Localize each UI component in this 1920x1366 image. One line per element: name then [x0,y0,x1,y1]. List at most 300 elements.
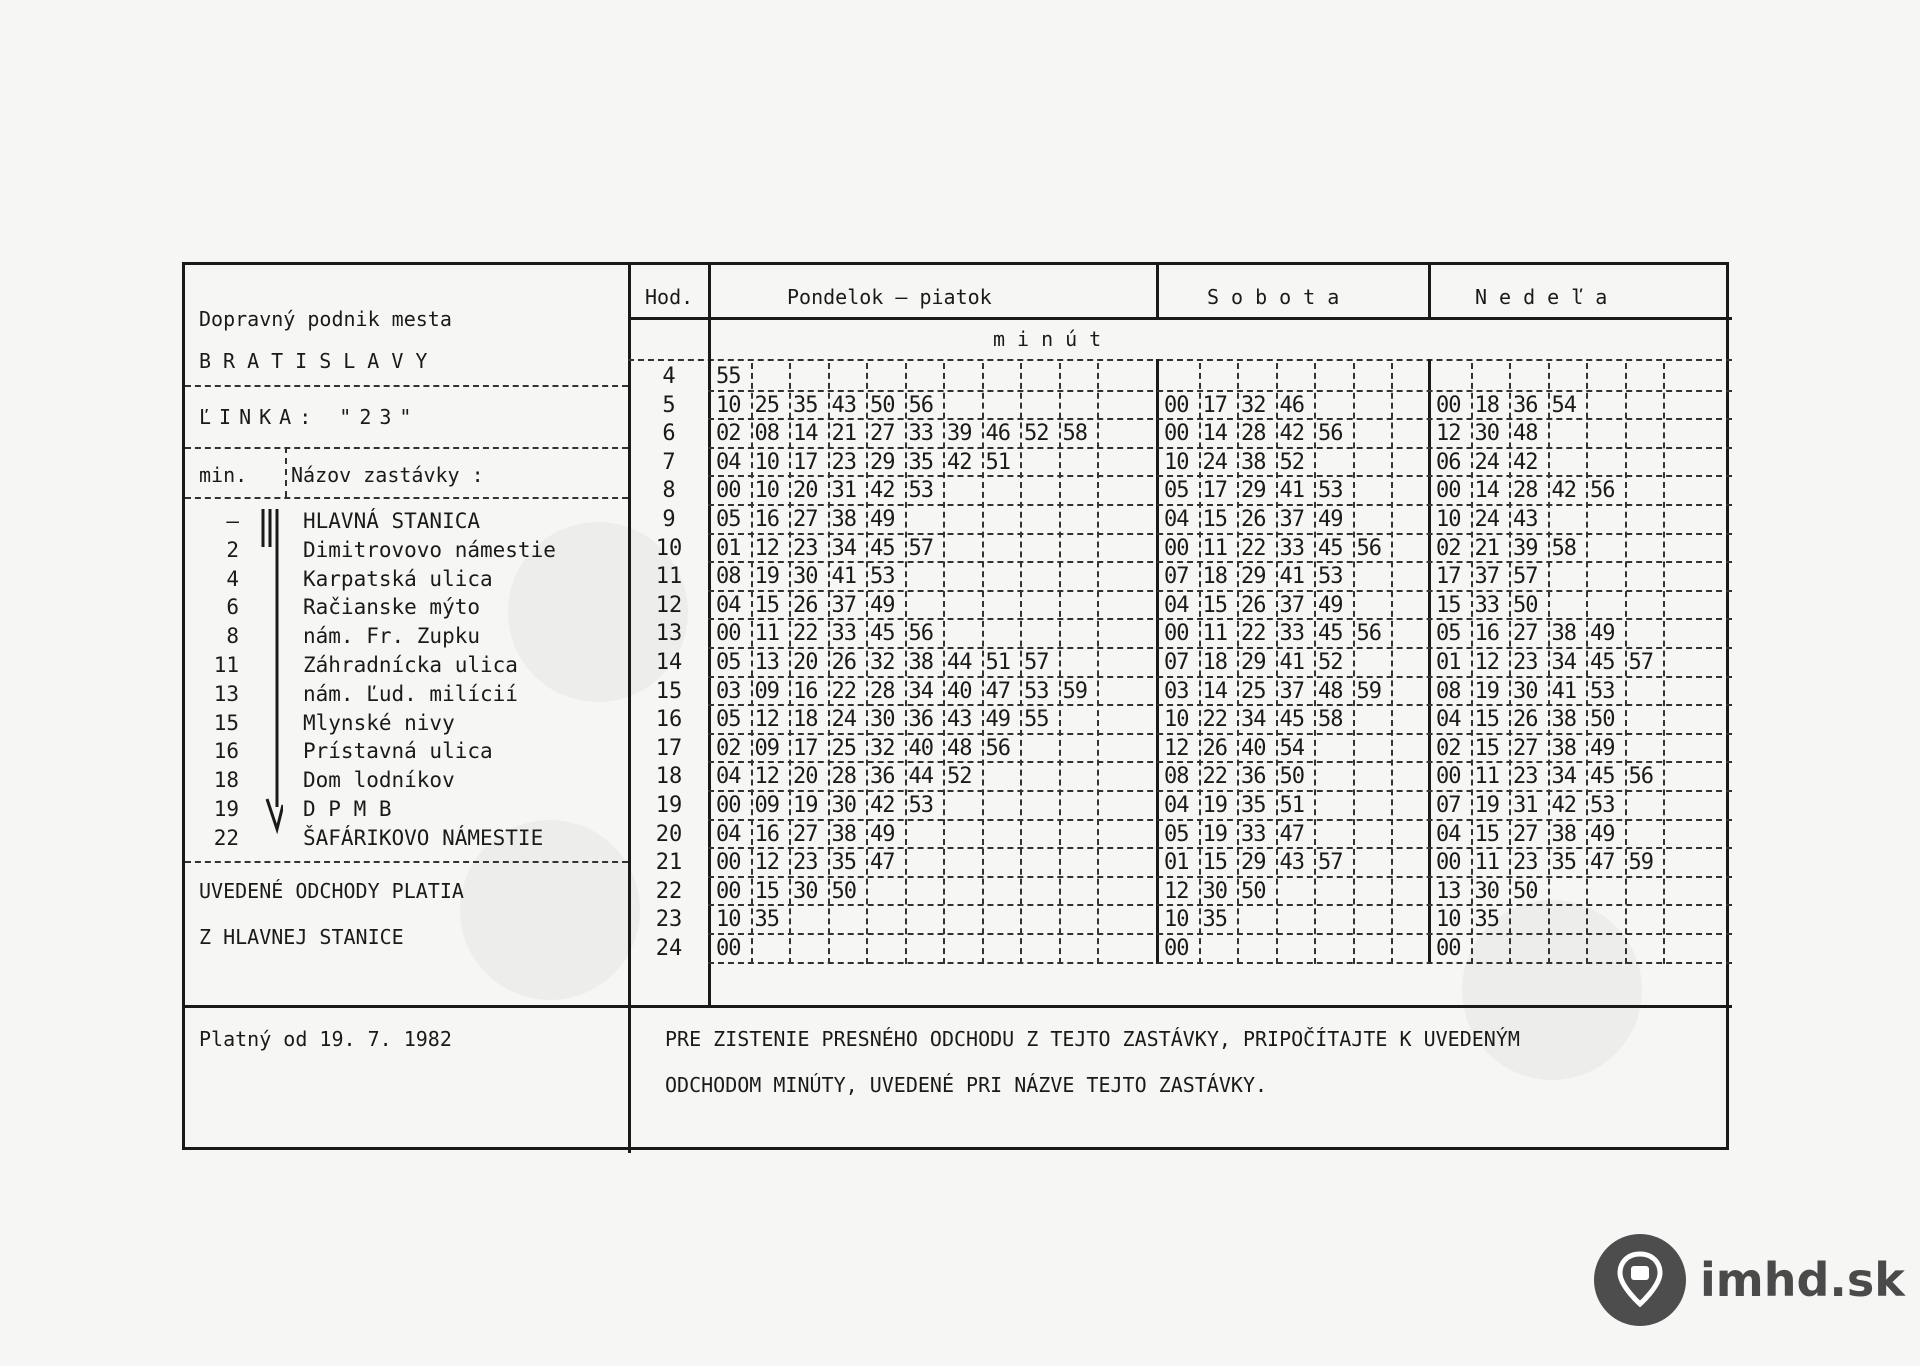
weekday-departure-minute: 35 [908,449,933,475]
weekday-departure-minute: 38 [831,821,856,847]
weekday-departure-minute: 53 [870,564,895,590]
stop-name: Mlynské nivy [303,710,455,735]
saturday-departure-minute: 14 [1202,678,1227,704]
sunday-departure-minute: 38 [1551,821,1576,847]
weekday-departure-minute: 15 [754,878,779,904]
weekday-departure-minute: 27 [870,421,895,447]
saturday-departure-minute: 15 [1202,850,1227,876]
saturday-departure-minute: 29 [1241,564,1266,590]
weekday-departure-minute: 47 [870,850,895,876]
weekday-departure-minute: 53 [908,793,933,818]
sunday-departure-minute: 11 [1474,850,1499,876]
sunday-departure-minute: 10 [1436,907,1461,933]
weekday-departure-minute: 00 [716,936,741,961]
stop-minutes: 22 [213,825,239,850]
stop-minutes: 2 [226,537,239,562]
weekday-departure-minute: 26 [831,650,856,675]
saturday-departure-minute: 54 [1279,735,1304,761]
stop-minutes: 15 [213,710,239,735]
weekday-departure-minute: 44 [947,650,972,675]
saturday-departure-minute: 35 [1202,907,1227,933]
saturday-departure-minute: 37 [1279,507,1304,532]
weekday-departure-minute: 20 [793,650,818,675]
saturday-departure-minute: 56 [1318,421,1343,447]
weekday-departure-minute: 19 [754,564,779,590]
saturday-departure-minute: 03 [1164,678,1189,704]
stop-name: nám. Fr. Zupku [303,624,481,649]
saturday-departure-minute: 53 [1318,564,1343,590]
sunday-departure-minute: 58 [1551,535,1576,561]
weekday-departure-minute: 48 [947,735,972,761]
stop-minutes: 18 [213,768,239,793]
company-name: Dopravný podnik mesta [199,307,452,331]
weekday-departure-minute: 28 [870,678,895,704]
weekday-departure-minute: 55 [716,364,741,389]
weekday-departure-minute: 05 [716,650,741,675]
hour-cell: 5 [662,392,676,418]
timetable-card [182,262,1729,1150]
weekday-departure-minute: 00 [716,478,741,504]
saturday-departure-minute: 38 [1241,449,1266,475]
hour-cell: 17 [655,735,683,761]
sunday-departure-minute: 23 [1513,850,1538,876]
weekday-departure-minute: 04 [716,764,741,790]
saturday-departure-minute: 41 [1279,478,1304,504]
saturday-departure-minute: 46 [1279,392,1304,418]
sunday-departure-minute: 00 [1436,478,1461,504]
logo-text: imhd.sk [1700,1253,1905,1307]
saturday-departure-minute: 18 [1202,564,1227,590]
weekday-departure-minute: 36 [908,707,933,733]
weekday-departure-minute: 25 [754,392,779,418]
sunday-departure-minute: 12 [1474,650,1499,675]
weekday-departure-minute: 26 [793,592,818,618]
saturday-departure-minute: 52 [1279,449,1304,475]
sunday-departure-minute: 05 [1436,621,1461,647]
saturday-departure-minute: 05 [1164,478,1189,504]
sunday-departure-minute: 08 [1436,678,1461,704]
sunday-departure-minute: 12 [1436,421,1461,447]
saturday-departure-minute: 18 [1202,650,1227,675]
weekday-departure-minute: 39 [947,421,972,447]
stop-name: Dom lodníkov [303,768,455,793]
hour-cell: 18 [655,764,683,790]
weekday-departure-minute: 12 [754,707,779,733]
sunday-departure-minute: 16 [1474,621,1499,647]
saturday-departure-minute: 37 [1279,592,1304,618]
weekday-departure-minute: 27 [793,821,818,847]
stop-minutes: 8 [226,624,239,649]
hour-cell: 7 [662,449,676,475]
weekday-departure-minute: 40 [947,678,972,704]
saturday-departure-minute: 17 [1202,392,1227,418]
sunday-departure-minute: 38 [1551,621,1576,647]
hour-cell: 21 [655,850,683,876]
saturday-departure-minute: 56 [1356,621,1381,647]
saturday-departure-minute: 51 [1279,793,1304,818]
sunday-departure-minute: 48 [1513,421,1538,447]
weekday-departure-minute: 16 [754,507,779,532]
weekday-departure-minute: 57 [908,535,933,561]
saturday-departure-minute: 00 [1164,421,1189,447]
weekday-departure-minute: 49 [870,821,895,847]
sunday-departure-minute: 15 [1436,592,1461,618]
saturday-departure-minute: 45 [1318,535,1343,561]
weekday-departure-minute: 52 [947,764,972,790]
saturday-departure-minute: 29 [1241,850,1266,876]
weekday-departure-minute: 56 [908,392,933,418]
weekday-departure-minute: 04 [716,592,741,618]
saturday-departure-minute: 33 [1279,621,1304,647]
weekday-departure-minute: 18 [793,707,818,733]
weekday-departure-minute: 12 [754,535,779,561]
weekday-departure-minute: 55 [1024,707,1049,733]
stop-minutes: 13 [213,681,239,706]
sunday-departure-minute: 11 [1474,764,1499,790]
saturday-departure-minute: 19 [1202,793,1227,818]
sunday-departure-minute: 02 [1436,735,1461,761]
map-pin-bus-icon [1594,1234,1686,1326]
weekday-departure-minute: 36 [870,764,895,790]
weekday-departure-minute: 10 [716,392,741,418]
stop-minutes: 11 [213,653,239,677]
saturday-departure-minute: 59 [1356,678,1381,704]
weekday-departure-minute: 50 [870,392,895,418]
saturday-departure-minute: 28 [1241,421,1266,447]
weekday-departure-minute: 53 [1024,678,1049,704]
weekday-departure-minute: 04 [716,821,741,847]
saturday-departure-minute: 50 [1241,878,1266,904]
weekday-departure-minute: 16 [754,821,779,847]
stop-minutes: 6 [226,595,239,620]
sunday-departure-minute: 50 [1513,878,1538,904]
saturday-departure-minute: 00 [1164,535,1189,561]
saturday-departure-minute: 29 [1241,478,1266,504]
sunday-departure-minute: 04 [1436,707,1461,733]
weekday-departure-minute: 24 [831,707,856,733]
saturday-departure-minute: 33 [1241,821,1266,847]
hour-cell: 16 [655,707,683,733]
weekday-departure-minute: 22 [831,678,856,704]
weekday-departure-minute: 35 [793,392,818,418]
saturday-departure-minute: 10 [1164,707,1189,733]
saturday-departure-minute: 07 [1164,650,1189,675]
stop-name: D P M B [303,797,392,821]
saturday-header: Sobota [1207,285,1352,309]
saturday-departure-minute: 52 [1318,650,1343,675]
sunday-departure-minute: 49 [1590,621,1615,647]
hour-cell: 8 [662,478,676,504]
hour-cell: 10 [655,535,683,561]
divider [1156,359,1159,964]
weekday-departure-minute: 33 [831,621,856,647]
weekday-departure-minute: 10 [716,907,741,933]
saturday-departure-minute: 48 [1318,678,1343,704]
sunday-departure-minute: 43 [1513,507,1538,532]
weekday-departure-minute: 10 [754,449,779,475]
saturday-departure-minute: 41 [1279,564,1304,590]
sunday-departure-minute: 19 [1474,793,1499,818]
grid-line [1097,363,1099,964]
weekday-header: Pondelok – piatok [787,285,992,309]
weekday-departure-minute: 30 [831,793,856,818]
weekday-departure-minute: 35 [831,850,856,876]
departure-grid [185,265,1732,1153]
weekday-departure-minute: 44 [908,764,933,790]
stop-name: HLAVNÁ STANICA [303,509,481,533]
sunday-departure-minute: 31 [1513,793,1538,818]
sunday-departure-minute: 00 [1436,850,1461,876]
hour-cell: 12 [655,592,683,618]
sunday-departure-minute: 00 [1436,392,1461,418]
sunday-departure-minute: 35 [1551,850,1576,876]
saturday-departure-minute: 04 [1164,507,1189,532]
weekday-departure-minute: 10 [754,478,779,504]
sunday-departure-minute: 38 [1551,735,1576,761]
weekday-departure-minute: 23 [831,449,856,475]
stop-name: nám. Ľud. milícií [303,681,518,706]
saturday-departure-minute: 17 [1202,478,1227,504]
sunday-departure-minute: 30 [1474,878,1499,904]
grid-line [1391,363,1393,964]
sunday-departure-minute: 45 [1590,650,1615,675]
hour-cell: 23 [655,907,683,933]
sunday-departure-minute: 23 [1513,764,1538,790]
sunday-departure-minute: 54 [1551,392,1576,418]
weekday-departure-minute: 46 [985,421,1010,447]
saturday-departure-minute: 05 [1164,821,1189,847]
hour-cell: 24 [655,936,683,961]
saturday-departure-minute: 45 [1318,621,1343,647]
saturday-departure-minute: 26 [1202,735,1227,761]
sunday-departure-minute: 36 [1513,392,1538,418]
hour-cell: 4 [662,364,676,389]
weekday-departure-minute: 08 [716,564,741,590]
saturday-departure-minute: 22 [1241,621,1266,647]
saturday-departure-minute: 19 [1202,821,1227,847]
saturday-departure-minute: 12 [1164,735,1189,761]
saturday-departure-minute: 04 [1164,592,1189,618]
weekday-departure-minute: 03 [716,678,741,704]
sunday-departure-minute: 00 [1436,764,1461,790]
weekday-departure-minute: 43 [831,392,856,418]
instruction-line-1: PRE ZISTENIE PRESNÉHO ODCHODU Z TEJTO ZASTÁVKY, PRIPOČÍTAJTE K UVEDENÝM [665,1027,1520,1051]
weekday-departure-minute: 23 [793,850,818,876]
weekday-departure-minute: 40 [908,735,933,761]
saturday-departure-minute: 47 [1279,821,1304,847]
departure-note-line-1: UVEDENÉ ODCHODY PLATIA [199,879,464,903]
weekday-departure-minute: 30 [793,878,818,904]
sunday-departure-minute: 41 [1551,678,1576,704]
saturday-departure-minute: 36 [1241,764,1266,790]
sunday-departure-minute: 59 [1628,850,1653,876]
minutes-header: minút [993,327,1114,351]
hour-cell: 20 [655,821,683,847]
stop-minutes: 16 [213,739,239,764]
saturday-departure-minute: 22 [1202,707,1227,733]
sunday-departure-minute: 24 [1474,449,1499,475]
sunday-departure-minute: 27 [1513,735,1538,761]
sunday-departure-minute: 33 [1474,592,1499,618]
weekday-departure-minute: 35 [754,907,779,933]
sunday-departure-minute: 34 [1551,764,1576,790]
weekday-departure-minute: 58 [1062,421,1087,447]
weekday-departure-minute: 42 [870,478,895,504]
weekday-departure-minute: 33 [908,421,933,447]
sunday-departure-minute: 00 [1436,936,1461,961]
weekday-departure-minute: 28 [831,764,856,790]
weekday-departure-minute: 30 [793,564,818,590]
weekday-departure-minute: 08 [754,421,779,447]
valid-from: Platný od 19. 7. 1982 [199,1027,452,1051]
weekday-departure-minute: 09 [754,735,779,761]
saturday-departure-minute: 08 [1164,764,1189,790]
sunday-departure-minute: 56 [1628,764,1653,790]
sunday-departure-minute: 57 [1513,564,1538,590]
sunday-departure-minute: 49 [1590,821,1615,847]
stop-name: Záhradnícka ulica [303,653,518,677]
sunday-departure-minute: 42 [1551,793,1576,818]
sunday-departure-minute: 06 [1436,449,1461,475]
weekday-departure-minute: 32 [870,650,895,675]
sunday-departure-minute: 15 [1474,735,1499,761]
weekday-departure-minute: 25 [831,735,856,761]
sunday-departure-minute: 07 [1436,793,1461,818]
departure-note-line-2: Z HLAVNEJ STANICE [199,925,404,949]
saturday-departure-minute: 25 [1241,678,1266,704]
weekday-departure-minute: 45 [870,621,895,647]
weekday-departure-minute: 29 [870,449,895,475]
saturday-departure-minute: 15 [1202,592,1227,618]
weekday-departure-minute: 37 [831,592,856,618]
weekday-departure-minute: 38 [908,650,933,675]
weekday-departure-minute: 53 [908,478,933,504]
saturday-departure-minute: 33 [1279,535,1304,561]
hour-cell: 22 [655,878,683,904]
saturday-departure-minute: 42 [1279,421,1304,447]
sunday-departure-minute: 39 [1513,535,1538,561]
saturday-departure-minute: 30 [1202,878,1227,904]
saturday-departure-minute: 07 [1164,564,1189,590]
sunday-departure-minute: 14 [1474,478,1499,504]
weekday-departure-minute: 34 [908,678,933,704]
sunday-departure-minute: 18 [1474,392,1499,418]
weekday-departure-minute: 20 [793,478,818,504]
sunday-departure-minute: 24 [1474,507,1499,532]
stop-column-header: Názov zastávky : [291,463,484,487]
sunday-departure-minute: 28 [1513,478,1538,504]
weekday-departure-minute: 34 [831,535,856,561]
weekday-departure-minute: 09 [754,678,779,704]
sunday-departure-minute: 02 [1436,535,1461,561]
weekday-departure-minute: 56 [985,735,1010,761]
hour-cell: 19 [655,793,683,818]
sunday-departure-minute: 45 [1590,764,1615,790]
saturday-departure-minute: 29 [1241,650,1266,675]
sunday-departure-minute: 15 [1474,707,1499,733]
weekday-departure-minute: 52 [1024,421,1049,447]
sunday-departure-minute: 42 [1551,478,1576,504]
sunday-departure-minute: 01 [1436,650,1461,675]
weekday-departure-minute: 41 [831,564,856,590]
weekday-departure-minute: 05 [716,707,741,733]
saturday-departure-minute: 00 [1164,936,1189,961]
saturday-departure-minute: 04 [1164,793,1189,818]
weekday-departure-minute: 01 [716,535,741,561]
hour-cell: 6 [662,421,676,447]
saturday-departure-minute: 24 [1202,449,1227,475]
saturday-departure-minute: 14 [1202,421,1227,447]
saturday-departure-minute: 43 [1279,850,1304,876]
sunday-departure-minute: 42 [1513,449,1538,475]
sunday-departure-minute: 26 [1513,707,1538,733]
weekday-departure-minute: 19 [793,793,818,818]
sunday-departure-minute: 27 [1513,821,1538,847]
weekday-departure-minute: 12 [754,764,779,790]
weekday-departure-minute: 31 [831,478,856,504]
sunday-departure-minute: 53 [1590,793,1615,818]
weekday-departure-minute: 22 [793,621,818,647]
saturday-departure-minute: 26 [1241,507,1266,532]
weekday-departure-minute: 51 [985,449,1010,475]
weekday-departure-minute: 16 [793,678,818,704]
sunday-departure-minute: 10 [1436,507,1461,532]
saturday-departure-minute: 26 [1241,592,1266,618]
sunday-departure-minute: 21 [1474,535,1499,561]
instruction-line-2: ODCHODOM MINÚTY, UVEDENÉ PRI NÁZVE TEJTO ZASTÁVKY. [665,1073,1268,1097]
hour-column-header: Hod. [645,285,694,309]
saturday-departure-minute: 50 [1279,764,1304,790]
saturday-departure-minute: 11 [1202,535,1227,561]
weekday-departure-minute: 15 [754,592,779,618]
weekday-departure-minute: 38 [831,507,856,532]
stop-name: ŠAFÁRIKOVO NÁMESTIE [303,825,544,850]
weekday-departure-minute: 23 [793,535,818,561]
line-number: ĽINKA: "23" [199,405,420,429]
stop-minutes: – [226,509,239,533]
saturday-departure-minute: 49 [1318,592,1343,618]
weekday-departure-minute: 49 [985,707,1010,733]
sunday-departure-minute: 30 [1474,421,1499,447]
sunday-departure-minute: 49 [1590,735,1615,761]
weekday-departure-minute: 14 [793,421,818,447]
saturday-departure-minute: 32 [1241,392,1266,418]
saturday-departure-minute: 22 [1202,764,1227,790]
saturday-departure-minute: 53 [1318,478,1343,504]
saturday-departure-minute: 45 [1279,707,1304,733]
saturday-departure-minute: 58 [1318,707,1343,733]
sunday-departure-minute: 30 [1513,678,1538,704]
weekday-departure-minute: 45 [870,535,895,561]
sunday-departure-minute: 17 [1436,564,1461,590]
weekday-departure-minute: 42 [947,449,972,475]
saturday-departure-minute: 11 [1202,621,1227,647]
sunday-departure-minute: 34 [1551,650,1576,675]
city-name: BRATISLAVY [199,349,440,373]
sunday-departure-minute: 13 [1436,878,1461,904]
weekday-departure-minute: 51 [985,650,1010,675]
weekday-departure-minute: 17 [793,449,818,475]
weekday-departure-minute: 00 [716,621,741,647]
weekday-departure-minute: 09 [754,793,779,818]
divider [1428,359,1431,964]
stop-name: Račianske mýto [303,595,481,620]
sunday-departure-minute: 38 [1551,707,1576,733]
saturday-departure-minute: 10 [1164,449,1189,475]
saturday-departure-minute: 49 [1318,507,1343,532]
weekday-departure-minute: 02 [716,735,741,761]
weekday-departure-minute: 05 [716,507,741,532]
